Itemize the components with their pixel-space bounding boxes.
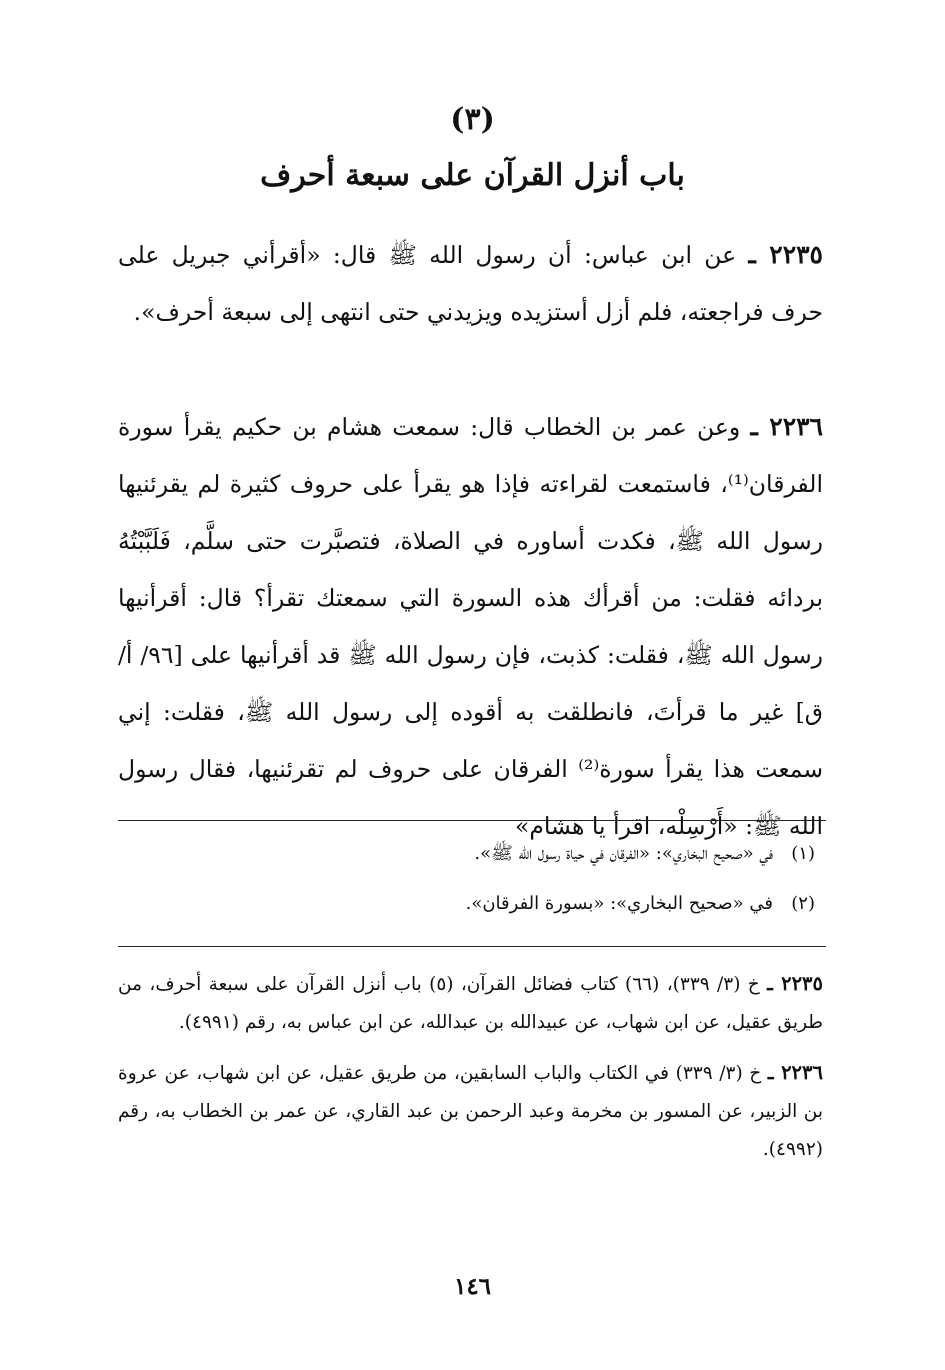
footnote-number: (٢) xyxy=(791,893,815,914)
hadith-number: ٢٢٣٥ ـ xyxy=(748,240,823,269)
chapter-title: باب أنزل القرآن على سبعة أحرف xyxy=(260,158,685,193)
hadith-number: ٢٢٣٦ ـ xyxy=(750,412,823,441)
section-number: (٣) xyxy=(450,102,495,137)
takhrij-divider xyxy=(118,946,826,947)
hadith-2236 xyxy=(118,398,823,855)
takhrij-note xyxy=(118,1054,823,1169)
takhrij-number: ٢٢٣٥ ـ xyxy=(767,972,823,995)
hadith-text: وعن عمر بن الخطاب قال: سمعت هشام بن حكيم يقرأ سورة الفرقان⁽¹⁾، فاستمعت لقراءته فإذا هو يقرأ على حروف كثيرة لم يقرئنيها رسول الله ﷺ، فكدت أساوره في الصلاة، فتصبَّرت حتى سلَّم، فَلَبَّبْتُهُ بردائه فقلت: من أقرأك هذه السورة التي سمعتك تقرأ؟ قال: أقرأنيها رسول الله ﷺ، فقلت: كذبت، فإن رسول الله ﷺ قد أقرأنيها على [٩٦/ أ/ ق] غير ما قرأتَ، فانطلقت به أقوده إلى رسول الله ﷺ، فقلت: إني سمعت هذا يقرأ سورة⁽²⁾ الفرقان على حروف لم تقرئنيها، فقال رسول الله ﷺ: «أَرْسِلْه، اقرأ يا هشام» xyxy=(118,413,824,840)
hadith-2235 xyxy=(118,226,823,341)
takhrij-text: خ (٣/ ٣٣٩) في الكتاب والباب السابقين، من طريق عقيل، عن ابن شهاب، عن عروة بن الزبير، عن المسور بن مخرمة وعبد الرحمن بن عبد القاري، عن عمر بن الخطاب به، رقم (٤٩٩٢). xyxy=(118,1063,823,1160)
takhrij-note xyxy=(118,965,823,1042)
footnote-number: (١) xyxy=(791,843,815,864)
footnote-text: في «صحيح البخاري»: «بسورة الفرقان». xyxy=(465,893,773,914)
page-number: ١٤٦ xyxy=(453,1273,492,1300)
footnote xyxy=(115,840,815,868)
footnotes xyxy=(115,840,815,940)
footnote-text: في «صحيح البخاري»: «الفرقان في حياة رسول الله ﷺ». xyxy=(474,843,773,864)
takhrij-text: خ (٣/ ٣٣٩)، (٦٦) كتاب فضائل القرآن، (٥) باب أنزل القرآن على سبعة أحرف، من طريق عقيل، عن ابن شهاب، عن عبيدالله بن عبدالله، عن ابن عباس به، رقم (٤٩٩١). xyxy=(118,974,823,1033)
takhrij-number: ٢٢٣٦ ـ xyxy=(767,1061,823,1084)
footnote xyxy=(115,890,815,918)
footnote-divider xyxy=(118,820,826,821)
takhrij-notes xyxy=(118,965,823,1181)
hadith-text: عن ابن عباس: أن رسول الله ﷺ قال: «أقرأني جبريل على حرف فراجعته، فلم أزل أستزيده ويزيدني حتى انتهى إلى سبعة أحرف». xyxy=(118,241,823,326)
